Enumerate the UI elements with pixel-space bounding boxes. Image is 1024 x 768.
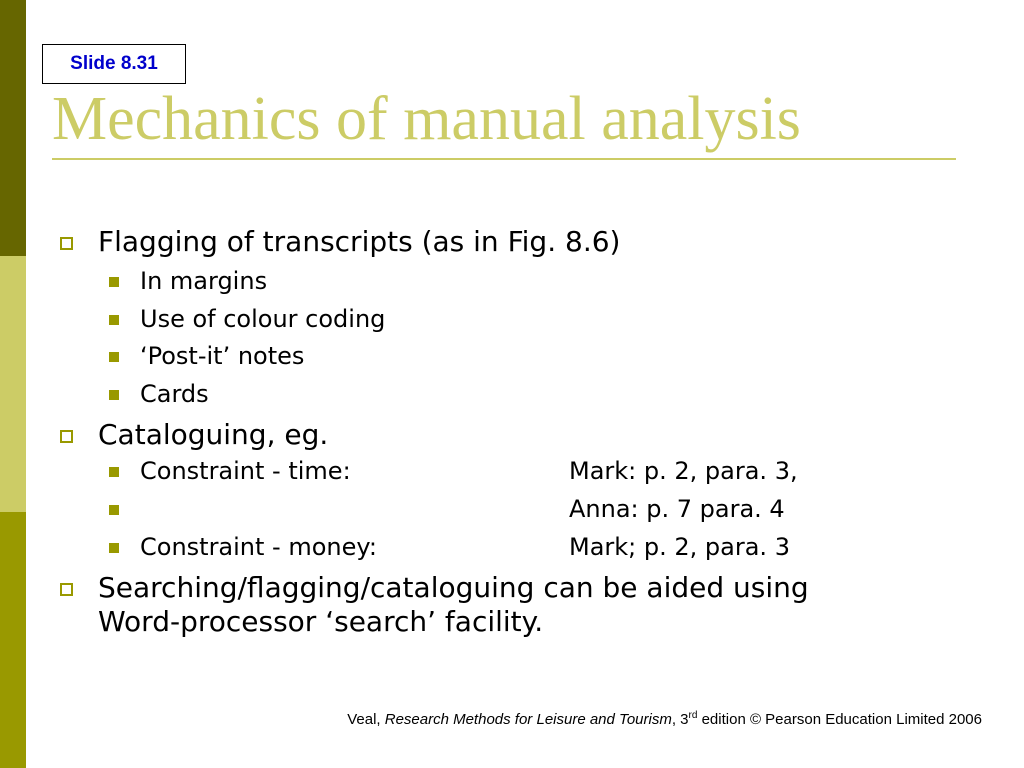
sub-bullet-post-it: ‘Post-it’ notes xyxy=(140,342,305,370)
sub-bullet-colour-coding: Use of colour coding xyxy=(140,305,386,333)
footer-edition-prefix: , 3 xyxy=(671,711,689,728)
footer-author: Veal, xyxy=(347,711,385,728)
filled-square-icon xyxy=(109,352,119,362)
reference-mark-money: Mark; p. 2, para. 3 xyxy=(569,533,790,561)
filled-square-icon xyxy=(109,277,119,287)
filled-square-icon xyxy=(109,390,119,400)
footer-publisher: edition © Pearson Education Limited 2006 xyxy=(697,711,982,728)
title-underline-rule xyxy=(52,158,956,160)
filled-square-icon xyxy=(109,543,119,553)
sidebar-segment-top xyxy=(0,0,26,256)
footer-citation xyxy=(347,710,982,728)
hollow-square-icon xyxy=(60,430,73,443)
bullet-searching-line1: Searching/flagging/cataloguing can be aided using xyxy=(98,571,809,604)
filled-square-icon xyxy=(109,315,119,325)
reference-mark-time: Mark: p. 2, para. 3, xyxy=(569,457,798,485)
reference-anna: Anna: p. 7 para. 4 xyxy=(569,495,785,523)
bullet-searching-line2: Word-processor ‘search’ facility. xyxy=(98,605,544,638)
slide-title: Mechanics of manual analysis xyxy=(52,85,801,153)
sub-bullet-constraint-time: Constraint - time: xyxy=(140,457,351,485)
bullet-flagging: Flagging of transcripts (as in Fig. 8.6) xyxy=(98,225,621,258)
hollow-square-icon xyxy=(60,237,73,250)
filled-square-icon xyxy=(109,505,119,515)
sub-bullet-margins: In margins xyxy=(140,267,268,295)
slide-number-box: Slide 8.31 xyxy=(42,44,186,84)
sub-bullet-constraint-money: Constraint - money: xyxy=(140,533,377,561)
sidebar-segment-middle xyxy=(0,256,26,512)
sidebar-color-bar xyxy=(0,0,26,768)
sub-bullet-cards: Cards xyxy=(140,380,209,408)
bullet-cataloguing: Cataloguing, eg. xyxy=(98,418,329,451)
sidebar-segment-bottom xyxy=(0,512,26,768)
footer-ordinal-suffix: rd xyxy=(688,710,698,721)
footer-book-title: Research Methods for Leisure and Tourism xyxy=(384,711,672,728)
filled-square-icon xyxy=(109,467,119,477)
hollow-square-icon xyxy=(60,583,73,596)
